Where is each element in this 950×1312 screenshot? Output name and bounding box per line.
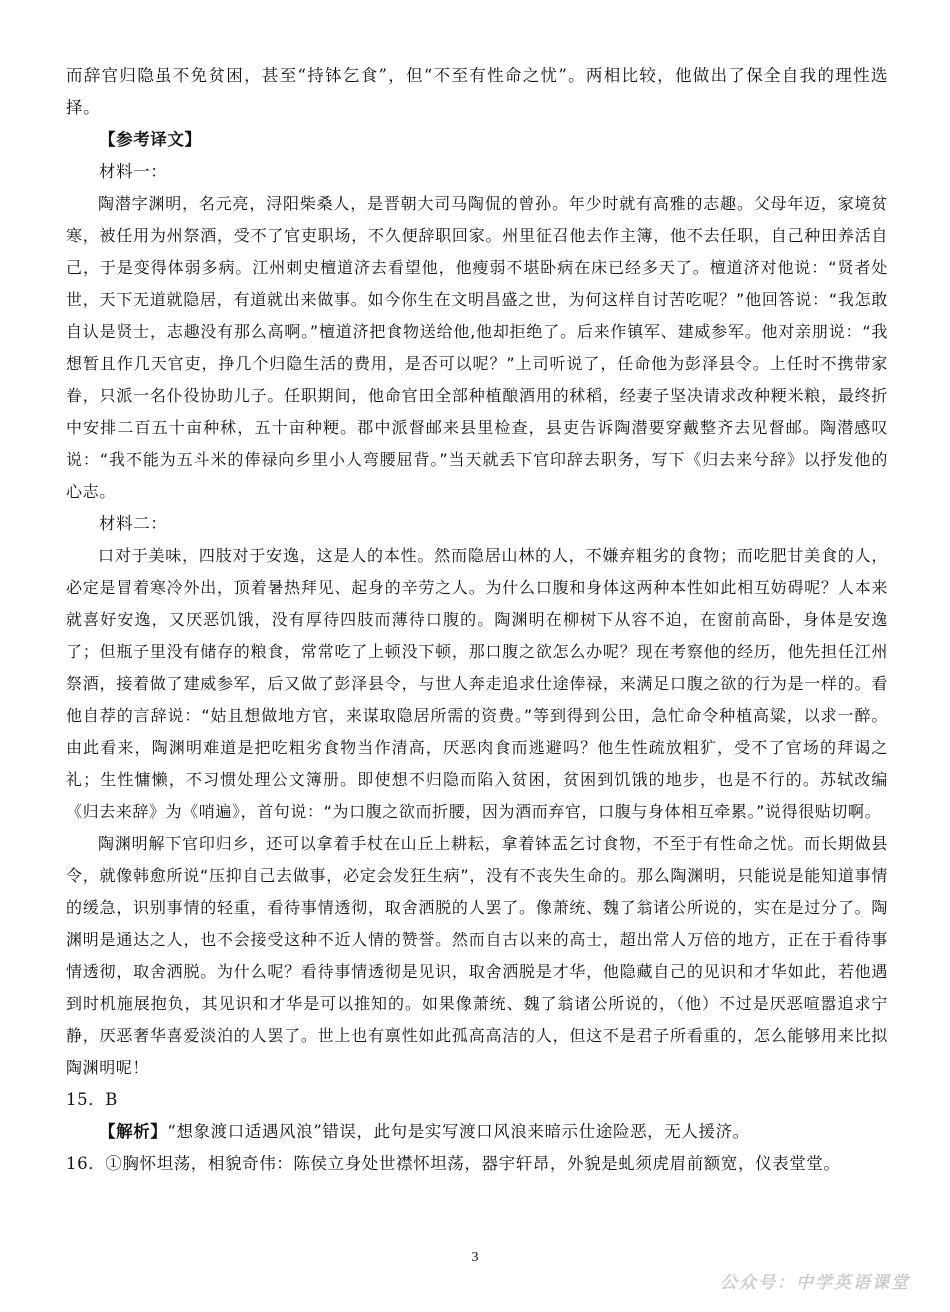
document-page bbox=[66, 60, 888, 1180]
watermark: 公众号：中学英语课堂 bbox=[720, 1273, 910, 1293]
question-15-analysis bbox=[66, 1116, 888, 1148]
page-number: 3 bbox=[471, 1250, 479, 1265]
material-two-text-1: 口对于美味，四肢对于安逸，这是人的本性。然而隐居山林的人，不嫌弃粗劣的食物；而吃肥甘美食的人，必定是冒着寒冷外出，顶着暑热拜见、起身的辛劳之人。为什么口腹和身体这两种本性如此相互妨碍呢？人本来就喜好安逸，又厌恶饥饿，没有厚待四肢而薄待口腹的。陶渊明在柳树下从容不迫，在窗前高卧，身体是安逸了；但瓶子里没有储存的粮食，常常吃了上顿没下顿，那口腹之欲怎么办呢？现在考察他的经历，他先担任江州祭酒，接着做了建威参军，后又做了彭泽县令，与世人奔走追求仕途俸禄，来满足口腹之欲的行为是一样的。看他自荐的言辞说：“姑且想做地方官，来谋取隐居所需的资费。”等到得到公田，急忙命令种植高粱，以求一醉。由此看来，陶渊明难道是把吃粗劣食物当作清高，厌恶肉食而逃避吗？他生性疏放粗犷，受不了官场的拜谒之礼；生性慵懒，不习惯处理公文簿册。即使想不归隐而陷入贫困，贫困到饥饿的地步，也是不行的。苏轼改编《归去来辞》为《哨遍》，首句说：“为口腹之欲而折腰，因为酒而弃官，口腹与身体相互牵累。”说得很贴切啊。 bbox=[66, 546, 888, 821]
analysis-text: “想象渡口适遇风浪”错误，此句是实写渡口风浪来暗示仕途险恶，无人援济。 bbox=[167, 1122, 750, 1141]
question-16-answer: 16．①胸怀坦荡，相貌奇伟：陈侯立身处世襟怀坦荡，器宇轩昂，外貌是虬须虎眉前额宽，仪表堂堂。 bbox=[66, 1154, 841, 1173]
material-one-label: 材料一： bbox=[99, 162, 168, 181]
material-two-label: 材料二： bbox=[99, 514, 168, 533]
intro-paragraph-end: 而辞官归隐虽不免贫困，甚至“持钵乞食”，但“不至有性命之忧”。两相比较，他做出了保全自我的理性选择。 bbox=[66, 66, 888, 117]
analysis-label: 【解析】 bbox=[99, 1122, 168, 1141]
reference-translation-heading: 【参考译文】 bbox=[99, 130, 202, 149]
material-one-text: 陶潜字渊明，名元亮，浔阳柴桑人，是晋朝大司马陶侃的曾孙。年少时就有高雅的志趣。父母年迈，家境贫寒，被任用为州祭酒，受不了官吏职场，不久便辞职回家。州里征召他去作主簿，他不去任职，自己种田养活自己，于是变得体弱多病。江州刺史檀道济去看望他，他瘦弱不堪卧病在床已经多天了。檀道济对他说：“贤者处世，天下无道就隐居，有道就出来做事。如今你生在文明昌盛之世，为何这样自讨苦吃呢？”他回答说：“我怎敢自认是贤士，志趣没有那么高啊。”檀道济把食物送给他,他却拒绝了。后来作镇军、建威参军。他对亲朋说：“我想暂且作几天官吏，挣几个归隐生活的费用，是否可以呢？”上司听说了，任命他为彭泽县令。上任时不携带家眷，只派一名仆役协助儿子。任职期间，他命官田全部种植酿酒用的秫稻，经妻子坚决请求改种粳米粮，最终折中安排二百五十亩种秫，五十亩种粳。郡中派督邮来县里检查，县吏告诉陶潜要穿戴整齐去见督邮。陶潜感叹说：“我不能为五斗米的俸禄向乡里小人弯腰屈背。”当天就丢下官印辞去职务，写下《归去来兮辞》以抒发他的心志。 bbox=[66, 194, 888, 501]
question-15-answer: 15．B bbox=[66, 1090, 119, 1109]
material-two-text-2: 陶渊明解下官印归乡，还可以拿着手杖在山丘上耕耘，拿着钵盂乞讨食物，不至于有性命之忧。而长期做县令，就像韩愈所说“压抑自己去做事，必定会发狂生病”，没有不丧失生命的。那么陶渊明，只能说是能知道事情的缓急，识别事情的轻重，看待事情透彻，取舍洒脱的人罢了。像萧统、魏了翁诸公所说的，实在是过分了。陶渊明是通达之人，也不会接受这种不近人情的赞誉。然而自古以来的高士，超出常人万倍的地方，正在于看待事情透彻，取舍洒脱。为什么呢？看待事情透彻是见识，取舍洒脱是才华，他隐藏自己的见识和才华如此，若他遇到时机施展抱负，其见识和才华是可以推知的。如果像萧统、魏了翁诸公所说的，（他）不过是厌恶喧嚣追求宁静，厌恶奢华喜爱淡泊的人罢了。世上也有禀性如此孤高高洁的人，但这不是君子所看重的，怎么能够用来比拟陶渊明呢！ bbox=[66, 834, 888, 1077]
